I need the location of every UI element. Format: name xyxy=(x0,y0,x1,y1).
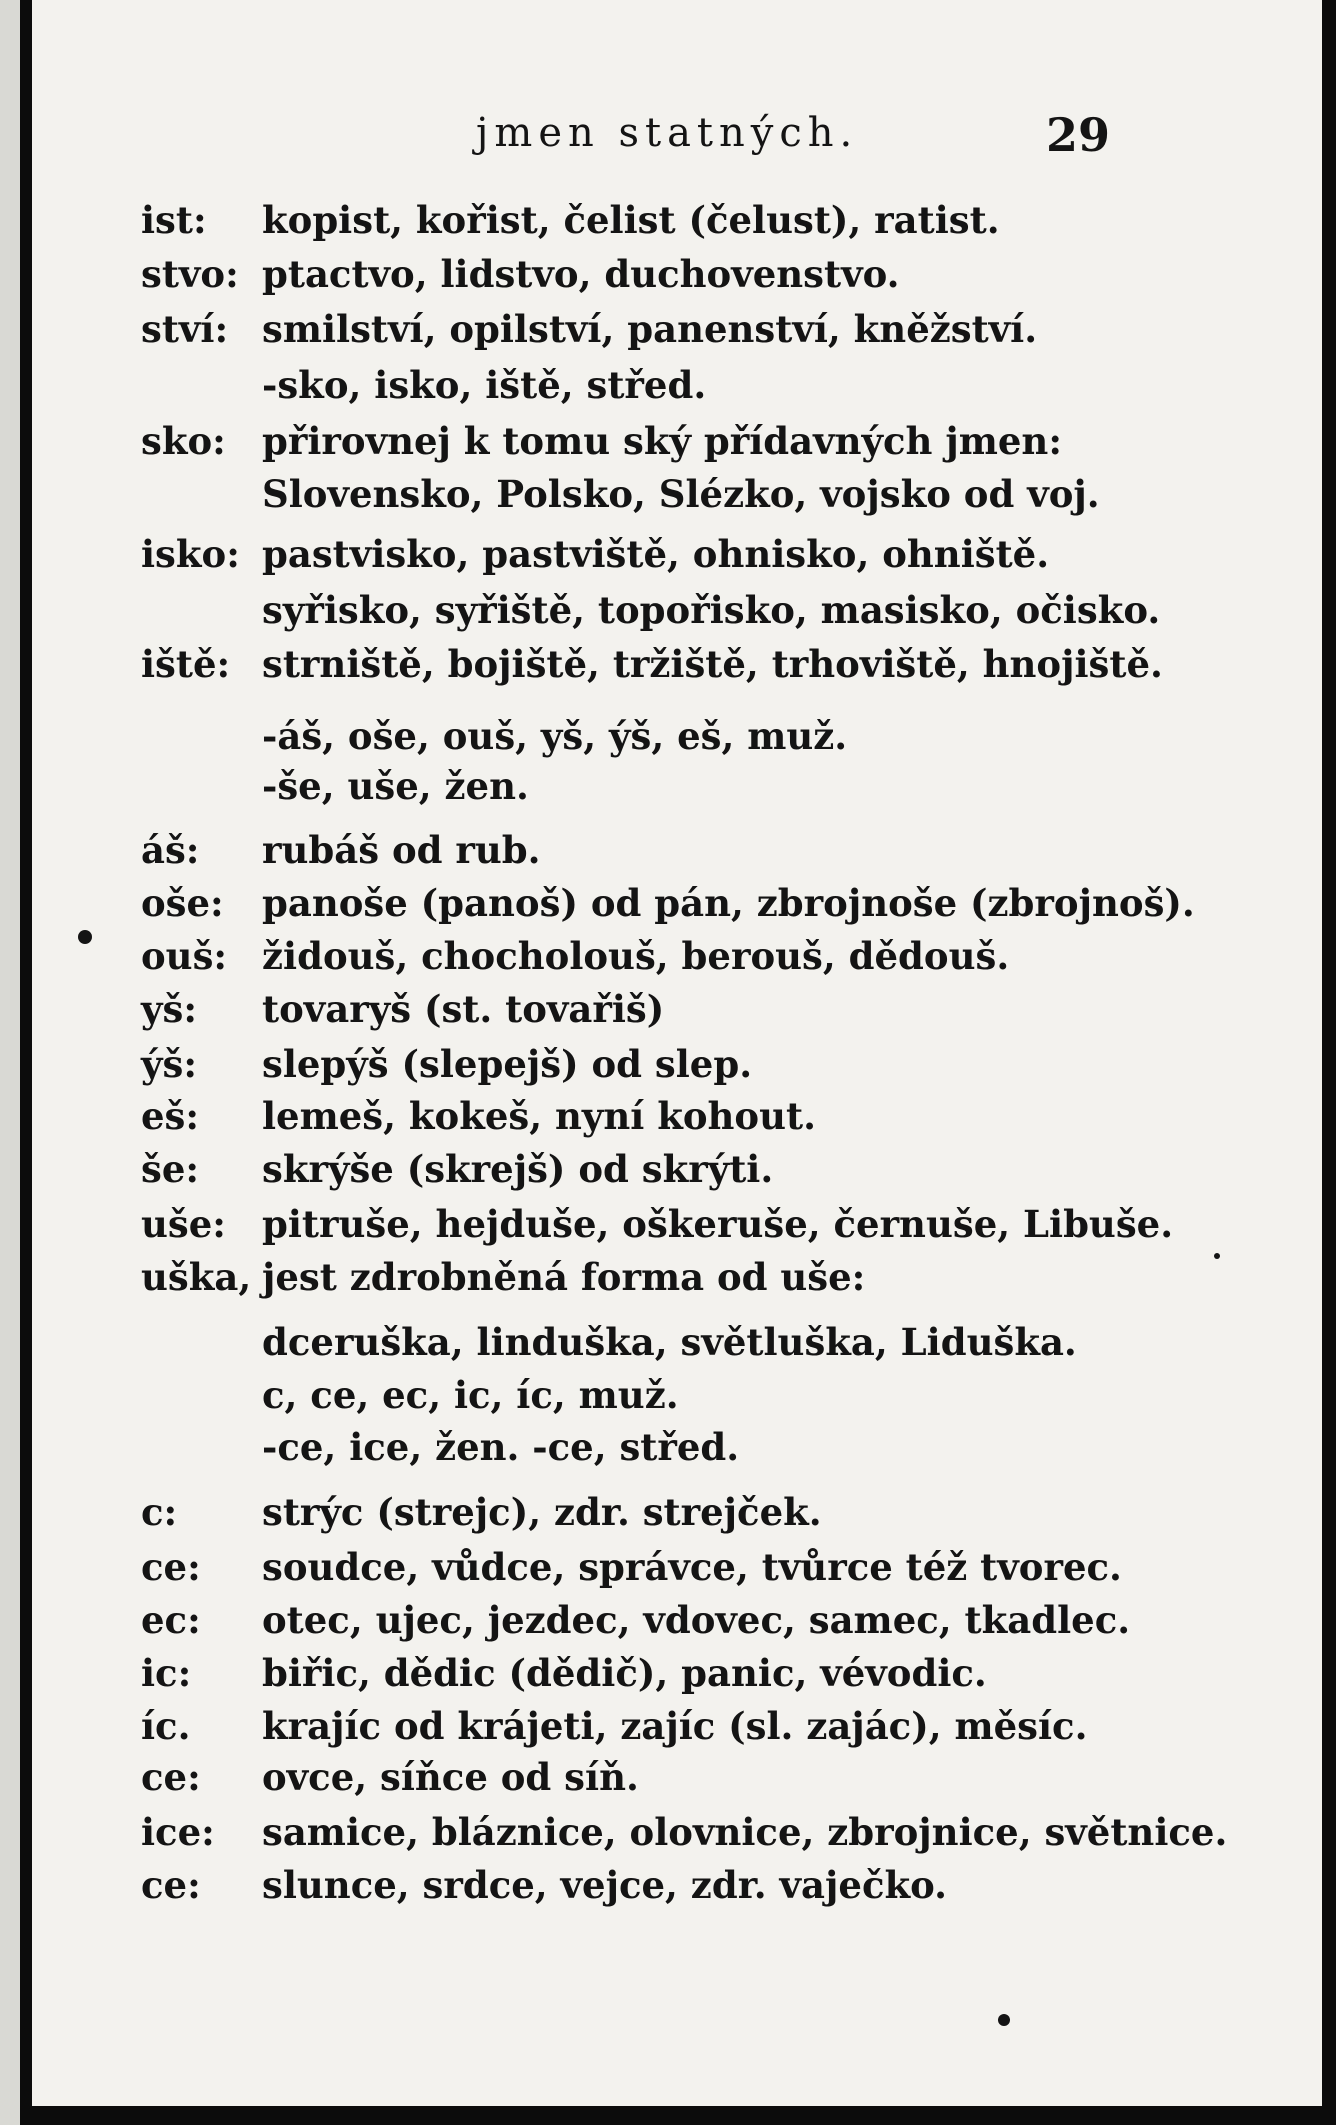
ink-spot xyxy=(998,2014,1010,2026)
suffix-label: ic: xyxy=(141,1651,192,1695)
examples-text: pastvisko, pastviště, ohnisko, ohniště. xyxy=(262,532,1050,576)
suffix-label: áš: xyxy=(141,828,200,872)
examples-text: Slovensko, Polsko, Slézko, vojsko od voj. xyxy=(262,472,1100,516)
suffix-label: oše: xyxy=(141,881,224,925)
examples-text: -ce, ice, žen. -ce, střed. xyxy=(262,1425,740,1469)
examples-text: přirovnej k tomu ský přídavných jmen: xyxy=(262,419,1062,463)
examples-text: židouš, chocholouš, berouš, dědouš. xyxy=(262,934,1010,978)
examples-text: krajíc od krájeti, zajíc (sl. zajác), měsíc. xyxy=(262,1704,1088,1748)
examples-text: strýc (strejc), zdr. strejček. xyxy=(262,1490,822,1534)
examples-text: pitruše, hejduše, oškeruše, černuše, Libuše. xyxy=(262,1202,1174,1246)
examples-text: dceruška, linduška, světluška, Liduška. xyxy=(262,1320,1077,1364)
examples-text: strniště, bojiště, tržiště, trhoviště, hnojiště. xyxy=(262,642,1163,686)
suffix-label: íc. xyxy=(141,1704,191,1748)
examples-text: slepýš (slepejš) od slep. xyxy=(262,1042,753,1086)
examples-text: ovce, síňce od síň. xyxy=(262,1755,639,1799)
examples-text: -še, uše, žen. xyxy=(262,764,529,808)
examples-text: jest zdrobněná forma od uše: xyxy=(262,1255,866,1299)
suffix-label: c: xyxy=(141,1490,178,1534)
examples-text: skrýše (skrejš) od skrýti. xyxy=(262,1147,774,1191)
suffix-label: še: xyxy=(141,1147,200,1191)
left-page-edge xyxy=(0,0,20,2125)
suffix-label: ouš: xyxy=(141,934,228,978)
examples-text: lemeš, kokeš, nyní kohout. xyxy=(262,1094,816,1138)
ink-spot xyxy=(78,930,92,944)
suffix-label: stvo: xyxy=(141,252,239,296)
suffix-label: ce: xyxy=(141,1755,201,1799)
examples-text: biřic, dědic (dědič), panic, vévodic. xyxy=(262,1651,987,1695)
suffix-label: ce: xyxy=(141,1545,201,1589)
page-number: 29 xyxy=(1046,108,1111,162)
ink-spot xyxy=(1214,1253,1220,1259)
suffix-label: yš: xyxy=(141,987,197,1031)
suffix-label: ství: xyxy=(141,307,229,351)
examples-text: syřisko, syřiště, topořisko, masisko, očisko. xyxy=(262,588,1161,632)
suffix-label: eš: xyxy=(141,1094,200,1138)
examples-text: ptactvo, lidstvo, duchovenstvo. xyxy=(262,252,900,296)
examples-text: c, ce, ec, ic, íc, muž. xyxy=(262,1373,679,1417)
examples-text: panoše (panoš) od pán, zbrojnoše (zbrojnoš). xyxy=(262,881,1195,925)
examples-text: -sko, isko, iště, střed. xyxy=(262,363,707,407)
suffix-label: uška, xyxy=(141,1255,252,1299)
examples-text: -áš, oše, ouš, yš, ýš, eš, muž. xyxy=(262,714,848,758)
book-page xyxy=(32,0,1322,2106)
examples-text: tovaryš (st. tovařiš) xyxy=(262,987,665,1031)
suffix-label: ec: xyxy=(141,1598,201,1642)
suffix-label: ist: xyxy=(141,198,207,242)
examples-text: samice, bláznice, olovnice, zbrojnice, světnice. xyxy=(262,1810,1228,1854)
suffix-label: sko: xyxy=(141,419,226,463)
running-header: jmen statných. xyxy=(476,110,859,156)
suffix-label: iště: xyxy=(141,642,231,686)
suffix-label: ýš: xyxy=(141,1042,197,1086)
suffix-label: ce: xyxy=(141,1863,201,1907)
examples-text: rubáš od rub. xyxy=(262,828,541,872)
suffix-label: ice: xyxy=(141,1810,215,1854)
suffix-label: uše: xyxy=(141,1202,226,1246)
suffix-list xyxy=(32,0,1322,2000)
examples-text: slunce, srdce, vejce, zdr. vaječko. xyxy=(262,1863,948,1907)
examples-text: kopist, kořist, čelist (čelust), ratist. xyxy=(262,198,1000,242)
suffix-label: isko: xyxy=(141,532,240,576)
examples-text: soudce, vůdce, správce, tvůrce též tvorec. xyxy=(262,1545,1122,1589)
examples-text: otec, ujec, jezdec, vdovec, samec, tkadlec. xyxy=(262,1598,1131,1642)
examples-text: smilství, opilství, panenství, kněžství. xyxy=(262,307,1038,351)
